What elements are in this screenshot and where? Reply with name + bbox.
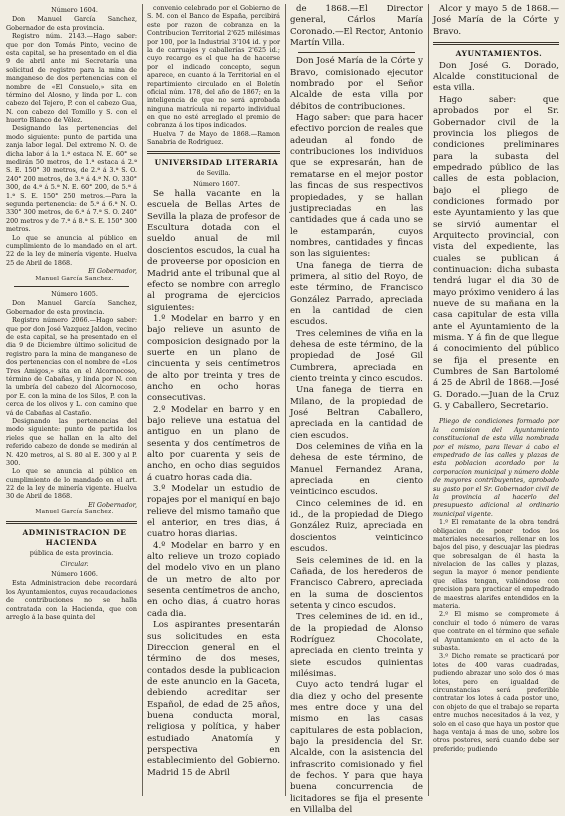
notice-paragraph: Dos celemines de viña en la dehesa de este término, de Manuel Fernandez Arana, apreciada en ciento veinticinco escudos. [290,442,423,498]
section-divider [147,151,280,154]
notice-paragraph: Alcor y mayo 5 de 1868.—José María de la Córte y Bravo. [433,4,559,37]
notice-paragraph: Lo que se anuncia al público en cumplimiento de lo mandado en el art. 22 de la ley de minería vigente. Huelva 30 de Abril de 1868. [6,467,137,501]
notice-paragraph: Registro núm. 2143.—Hago saber: que por don Tomás Pinto, vecino de esta capital, se ha presentado en el dia 9 de abril ante mi Secretaría una solicitud de registro para la mina de manganeso de dos pertenencias con el nombre de «El Consuelo,» sita en término del Alosno, y linda por L. con cabezo del Tejero, P. con el cabezo Gua, N. con cabezo del Tomillo y S. con el huerto Blanco de Vélez. [6,32,137,125]
notice-heading: Don José G. Dorado, Alcalde constitucional de esta villa. [433,60,559,94]
notice-heading: Don José María de la Córte y Bravo, comisionado ejecutor nombrado por el Señor Alcalde de esta villa por débitos de contribuciones. [290,56,423,112]
notice-paragraph: Tres celemines de viña en la dehesa de este término, de la propiedad de José Gil Cumbrera, apreciada en ciento treinta y cinco escudos. [290,328,423,384]
section-divider [433,42,559,45]
notice-number: Número 1605. [51,290,98,299]
section-divider [14,286,129,287]
section-divider [298,52,415,53]
notice-paragraph: Designando las pertenencias del modo siguiente: punto de partida una zanja labor legal. Del extremo N. O. de dicha labor á la 1.ª estaca N. E. 60° se medirán 50 metros, de 1.ª estaca á 2.ª S. E. 150° 30 metros, de 2.ª á 3.ª S. O. 240° 200 metros, de 3.ª á 4.ª N. O. 330° 300, de 4.ª á 5.ª N. E. 60° 200, de 5.ª á 1.ª S. E. 150° 250 metros.—Para la segunda pertenencia: de 5.ª á 6.ª N. O. 330° 300 metros, de 6.ª á 7.ª S. O. 240° 200 metros y de 7.ª á 8.ª S. E. 150° 300 metros. [6,124,137,234]
column-rule [285,4,286,796]
notice-heading: Don Manuel García Sanchez, Gobernador de esta provincia. [6,299,137,316]
notice-paragraph: convenio celebrado por el Gobierno de S. M. con el Banco de España, percibirá este por razon de cobranza en la Contribucion Territorial 2'625 milésimas por 100, por la Industrial 3'104 id. y por la de carruajes y caballerías 2'625 id.; cuyo recargo es el que ha de hacerse por el indicado concepto, segun aparece, en cuanto á la Territorial en el repartimiento circulado en el Boletín oficial núm. 178, del año de 1867; en la inteligencia de que no será aprobada ninguna matrícula ni reparto individual en que no esté arreglado el premio de cobranza á los tipos indicados. [147,4,280,130]
notice-paragraph: 1.º El rematante de la obra tendrá obligacion de poner todos los materiales necesarios, rellenar en los bajos del piso, y descuajar las piedras que sobresalgan de él hasta la nivelacion de las calles y plazas, segun la mayor ó menor pendiente que ellas tengan, valiéndose con precision para practicar el empedrado de maestras alarifes entendidos en la materia. [433,518,559,611]
notice-paragraph: Cinco celemines de id. en id., de la propiedad de Diego González Ruiz, apreciada en doscientos veinticinco escudos. [290,498,423,555]
notice-number: Número 1604. [51,6,98,14]
notice-paragraph: Los aspirantes presentarán sus solicitudes en esta Direccion general en el término de dos meses, contados desde la publicacion de este anuncio en la Gaceta, debiendo acreditar ser Español, de edad de 25 años, buena conducta moral, religiosa y política, y haber estudiado Anatomía y perspectiva en establecimiento del Gobierno. Madrid 15 de Abril [147,620,280,778]
column-4 [433,4,559,796]
notice-paragraph: 4.º Modelar en barro y en alto relieve un trozo copiado del modelo vivo en un plano de un metro de alto por sesenta centímetros de ancho, en ocho dias, á cuatro horas cada dia. [147,540,280,619]
signature-name: Manuel García Sanchez. [35,509,114,516]
notice-paragraph: Hago saber: que aprobados por el Sr. Gobernador civil de la provincia los pliegos de condiciones preliminares para la subasta del empedrado público de las calles de esta poblacion, bajo el pliego de condiciones formado por este Ayuntamiento y las que se sirvió aumentar el Arquitecto provincial, con vista del expediente, las cuales se publican á continuacion: dicha subasta tendrá lugar el dia 30 de mayo próximo venidero á las nueve de su mañana en la casa capitular de esta villa ante el Ayuntamiento de la misma. Y á fin de que llegue á conocimiento del público se fija el presente en Cumbres de San Bartolomé á 25 de Abril de 1868.—José G. Dorado.—Juan de la Cruz G. y Caballero, Secretario. [433,94,559,412]
column-2 [147,4,280,796]
notice-paragraph: Cuyo acto tendrá lugar el dia diez y ocho del presente mes entre doce y una del mismo en las casas capitulares de esta poblacion, bajo la presidencia del Sr. Alcalde, con la asistencia del infrascrito comisionado y fiel de fechos. Y para que haya buena concurrencia de licitadores se fija el presente en Villalba del [290,680,423,816]
notice-heading: Don Manuel García Sanchez, Gobernador de esta provincia. [6,15,137,32]
notice-paragraph: Una fanega de tierra en Milano, de la propiedad de José Beltran Caballero, apreciada en la cantidad de cien escudos. [290,385,423,441]
notice-paragraph: 3.º Modelar un estudio de ropajes por el maniquí en bajo relieve del mismo tamaño que el anterior, en tres dias, á cuatro horas diarias. [147,484,280,540]
section-heading: ADMINISTRACION DE HACIENDA [22,527,127,547]
conditions-intro: Pliego de condiciones formado por la comision del Ayuntamiento constitucional de esta villa nombrada por el mismo, para llevar á cabo el empedrado de las calles y plazas de esta poblacion acordado por la corporacion municipal y número doble de mayores contribuyentes, aprobado su gasto por el Sr. Gobernador civil de la provincia al hacerlo del presupuesto adicional al ordinario municipal vigente. [433,417,559,518]
section-divider [6,521,137,524]
notice-paragraph: Registro número 2066.—Hago saber: que por don José Vazquez Jaldon, vecino de esta capital, se ha presentado en el dia 9 de Diciembre último solicitud de registro para la mina de manganeso de dos pertenencias con el nombre de «Los Tres Amigos,» sita en el Alcornocoso, término de Cabañas, y linda por N. con la umbría del cabezo del Alcornocoso, por E. con la mina de los Silos, P. con la cerca de los olivos y L. con camino que vá de Cabañas al Castaño. [6,316,137,417]
notice-paragraph: Seis celemines de id. en la Cañada, de los herederos de Francisco Cabrero, apreciada en la suma de doscientos setenta y cinco escudos. [290,555,423,611]
notice-paragraph: Una fanega de tierra de primera, al sitio del Royo, de este término, de Francisco González Parrado, apreciada en la cantidad de cien escudos. [290,260,423,328]
signature-title: El Gobernador, [88,267,137,276]
signature-title: El Gobernador, [88,500,137,509]
notice-paragraph: Designando las pertenencias del modo siguiente: punto de partida los rieles que se hallan en la alto del referido cabezo de donde se medirán al N. 420 metros, al S. 80 al E. 300 y al P. 300. [6,416,137,467]
notice-paragraph: 3.º Dicho remate se practicará por lotes de 400 varas cuadradas, pudiendo abrazar uno solo dos ó mas lotes, pero en igualdad de circunstancias será preferible contratar los lotes á cada postor uno, con objeto de que el trabajo se reparta entre muchos necesitados á la vez, y solo en el caso que haya un postor que haga ventaja á mas de uno, sobre los otros postores, será cuando debe ser preferido; pudiendo [433,652,559,753]
section-heading: UNIVERSIDAD LITERARIA [154,157,279,167]
notice-number: Número 1606. [51,570,98,578]
notice-paragraph: Lo que se anuncia al público en cumplimiento de lo mandado en el art. 22 de la ley de minería vigente. Huelva 25 de Abril de 1868. [6,233,137,267]
column-rule [142,4,143,796]
section-subheading: de Sevilla. [196,169,231,178]
column-3 [290,4,423,816]
notice-paragraph: Esta Administracion debe recordará los Ayuntamientos, cuyas recaudaciones de contribuciones no se halla contratada con la Hacienda, que con arreglo á la base quinta del [6,579,137,621]
notice-paragraph: de 1868.—El Director general, Cárlos María Coronado.—El Rector, Antonio Martín Villa. [290,4,423,49]
notice-paragraph: Hago saber: que para hacer efectivo porcion de reales que adeudan al fondo de contribuciones los individuos que se expresarán, han de rematarse en el mejor postor las fincas de sus respectivos propiedades, y se hallan justipreciadas en las cantidades que á cada uno se le estamparán, cuyos nombres, cantidades y fincas son las siguientes: [290,113,423,260]
notice-paragraph: Tres celemines de id. en id., de la propiedad de Alonso Rodríguez Chocolate, apreciada en ciento treinta y siete escudos quinientas milésimas. [290,612,423,679]
circular-label: Circular. [60,559,89,568]
notice-paragraph: 2.º Modelar en barro y en bajo relieve una estatua del antiguo en un plano de sesenta y dos centímetros de alto por cuarenta y seis de ancho, en ocho dias seguidos á cuatro horas cada dia. [147,404,280,483]
notice-number: Número 1607. [193,179,240,188]
column-1 [6,4,137,796]
notice-paragraph: 2.º El mismo se compromete á concluir el todo ó número de varas que contrate en el término que señale el Ayuntamiento en el acto de la subasta. [433,610,559,652]
notice-paragraph: 1.º Modelar en barro y en bajo relieve un asunto de composicion designado por la suerte en un plano de cincuenta y seis centímetros de alto por treinta y tres de ancho en ocho horas consecutivas. [147,313,280,404]
column-rule [428,4,429,796]
section-heading: AYUNTAMIENTOS. [455,49,543,59]
notice-paragraph: Huelva 7 de Mayo de 1868.—Ramon Sanabria de Rodriguez. [147,129,280,147]
gazette-page [6,4,559,816]
section-subheading: pública de esta provincia. [29,549,114,558]
notice-paragraph: Se halla vacante en la escuela de Bellas Artes de Sevilla la plaza de profesor de Escultura dotada con el sueldo anual de mil doscientos escudos, la cual ha de proveerse por oposicion en Madrid ante el tribunal que al efecto se nombre con arreglo al programa de ejercicios siguientes: [147,189,280,313]
signature-name: Manuel García Sanchez. [35,275,114,282]
